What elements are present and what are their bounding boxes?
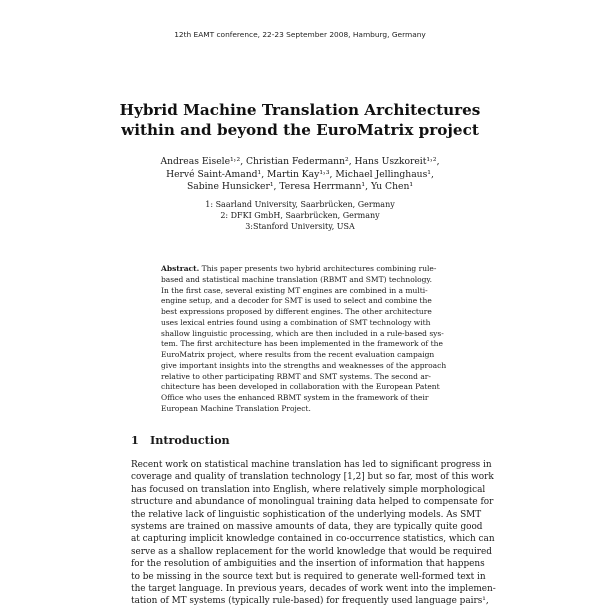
abstract-line-1-text: This paper presents two hybrid architectures combining rule- — [199, 264, 437, 273]
body-line: tation of MT systems (typically rule-based) for frequently used language pairs¹, — [131, 596, 489, 607]
abstract-line: uses lexical entries found using a combination of SMT technology with — [161, 317, 431, 327]
body-line: the relative lack of linguistic sophistication of the underlying models. As SMT — [131, 509, 482, 520]
abstract-line: chitecture has been developed in collaboration with the European Patent — [161, 382, 440, 392]
affiliation-list — [0, 199, 600, 233]
abstract-line: European Machine Translation Project. — [161, 403, 311, 413]
abstract-line: tem. The first architecture has been implemented in the framework of the — [161, 339, 443, 349]
abstract-line: best expressions proposed by different engines. The other architecture — [161, 307, 432, 316]
abstract-line: Office who uses the enhanced RBMT system in the framework of their — [161, 393, 429, 402]
body-line: Recent work on statistical machine translation has led to significant progress in — [131, 460, 492, 470]
author-list — [0, 156, 600, 194]
abstract-line: based and statistical machine translation (RBMT and SMT) technology. — [161, 274, 433, 284]
title-line-2: within and beyond the EuroMatrix project — [121, 121, 479, 139]
introduction-body — [131, 459, 496, 608]
abstract-label: Abstract. — [161, 264, 200, 273]
author-line-1: Andreas Eisele¹˒², Christian Federmann², Hans Uszkoreit¹˒², — [160, 156, 440, 167]
body-line: at capturing implicit knowledge contained in co-occurrence statistics, which can — [131, 534, 495, 545]
title-line-1: Hybrid Machine Translation Architectures — [119, 101, 481, 119]
abstract-line: relative to other participating RBMT and SMT systems. The second ar- — [161, 371, 431, 381]
section-title: Introduction — [150, 433, 230, 447]
abstract-line: EuroMatrix project, where results from the recent evaluation campaign — [161, 350, 435, 359]
abstract-line-1 — [161, 264, 441, 275]
abstract-block — [161, 264, 447, 415]
body-line: for the resolution of ambiguities and the insertion of information that happens — [131, 559, 485, 570]
body-line: coverage and quality of translation technology [1,2] but so far, most of this work — [131, 472, 494, 483]
affiliation-2: 2: DFKI GmbH, Saarbrücken, Germany — [220, 211, 380, 221]
conference-header: 12th EAMT conference, 22-23 September 2008, Hamburg, Germany — [174, 30, 426, 39]
body-line: systems are trained on massive amounts of data, they are typically quite good — [131, 522, 483, 533]
section-number: 1 — [131, 433, 139, 447]
author-line-3: Sabine Hunsicker¹, Teresa Herrmann¹, Yu Chen¹ — [186, 181, 414, 192]
paper-title — [0, 100, 600, 140]
body-line: serve as a shallow replacement for the world knowledge that would be required — [131, 546, 492, 557]
affiliation-3: 3:Stanford University, USA — [245, 222, 355, 232]
body-line: to be missing in the source text but is required to generate well-formed text in — [131, 571, 486, 582]
section-heading — [131, 433, 230, 447]
abstract-line: give important insights into the strengths and weaknesses of the approach — [161, 360, 447, 370]
body-line: the target language. In previous years, decades of work went into the implemen- — [131, 584, 496, 595]
affiliation-1: 1: Saarland University, Saarbrücken, Germany — [205, 200, 395, 209]
abstract-line: engine setup, and a decoder for SMT is used to select and combine the — [161, 296, 432, 306]
body-line: has focused on translation into English, where relatively simple morphological — [131, 484, 486, 495]
abstract-line: shallow linguistic processing, which are then included in a rule-based sys- — [161, 328, 444, 338]
abstract-line: In the first case, several existing MT engines are combined in a multi- — [161, 285, 428, 295]
author-line-2: Hervé Saint-Amand¹, Martin Kay¹˒³, Michael Jellinghaus¹, — [166, 168, 434, 180]
body-line: structure and abundance of monolingual training data helped to compensate for — [131, 497, 494, 508]
